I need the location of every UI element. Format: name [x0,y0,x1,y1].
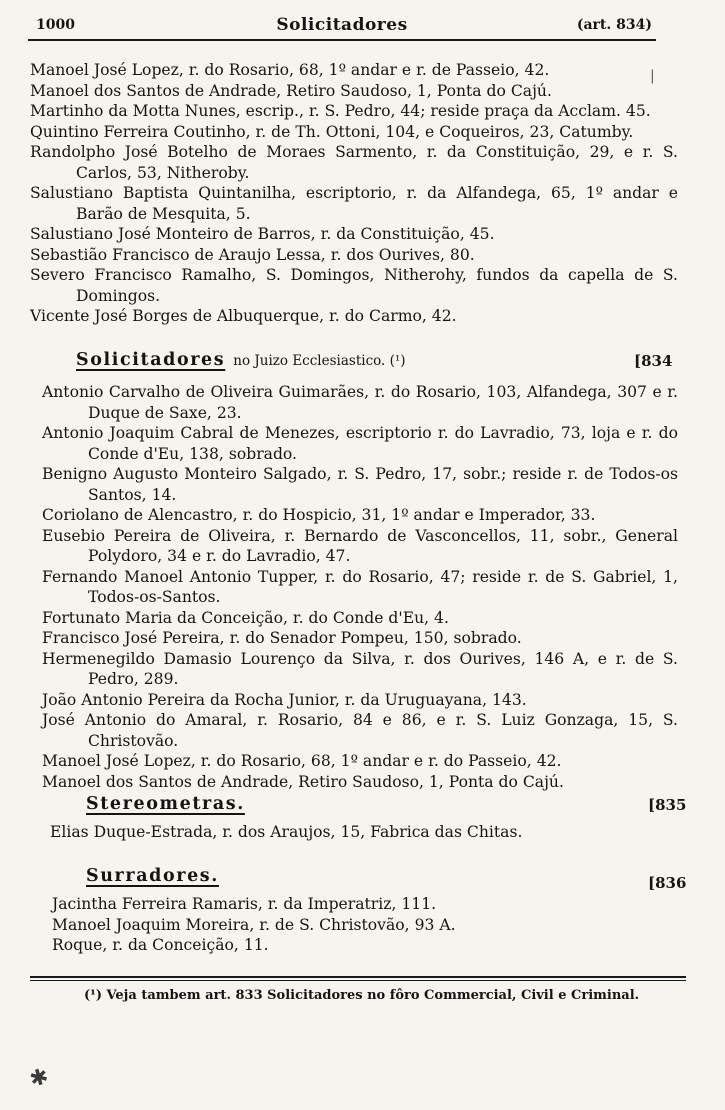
margin-mark: | [650,68,655,84]
section-title: Surradores. [86,866,219,886]
list-item: Martinho da Motta Nunes, escrip., r. S. Pedro, 44; reside praça da Acclam. 45. [30,102,651,120]
footnote: (¹) Veja tambem art. 833 Solicitadores no fôro Commercial, Civil e Criminal. [84,988,640,1003]
list-item: Manoel dos Santos de Andrade, Retiro Saudoso, 1, Ponta do Cajú. [42,772,564,791]
section-heading-834 [76,350,406,374]
entry-list-835 [50,822,678,843]
page-number: 1000 [36,17,75,33]
section-title: Stereometras. [86,794,245,814]
list-item: Manoel dos Santos de Andrade, Retiro Saudoso, 1, Ponta do Cajú. [30,81,552,100]
list-item: Eusebio Pereira de Oliveira, r. Bernardo de Vasconcellos, 11, sobr., General Polydoro, 34 e r. do Lavradio, 47. [42,526,678,565]
list-item: Quintino Ferreira Coutinho, r. de Th. Ottoni, 104, e Coqueiros, 23, Catumby. [30,122,634,141]
list-item: José Antonio do Amaral, r. Rosario, 84 e 86, e r. S. Luiz Gonzaga, 15, S. Christovão. [42,711,678,750]
section-heading-835 [86,794,245,818]
footer-rule-thin [30,980,686,981]
list-item: João Antonio Pereira da Rocha Junior, r. da Uruguayana, 143. [42,690,527,709]
list-item: Severo Francisco Ramalho, S. Domingos, Nitherohy, fundos da capella de S. Domingos. [30,266,678,305]
list-item: Randolpho José Botelho de Moraes Sarmento, r. da Constituição, 29, e r. S. Carlos, 53, Nitheroby. [30,143,678,182]
section-title: Solicitadores [76,350,226,370]
list-item: Manoel Joaquim Moreira, r. de S. Christovão, 93 A. [52,915,456,934]
section-number: [835 [648,796,687,814]
entry-list-top [30,60,678,327]
footer-rule [30,976,686,978]
entry-list-836 [52,894,678,956]
page-title: Solicitadores [276,15,408,35]
list-item: Manoel José Lopez, r. do Rosario, 68, 1º andar e r. de Passeio, 42. [30,61,550,79]
article-reference: (art. 834) [576,17,652,33]
list-item: Sebastião Francisco de Araujo Lessa, r. dos Ourives, 80. [30,245,475,264]
page-header [28,9,656,39]
entry-list-834 [42,382,678,792]
section-number: [836 [648,874,687,892]
list-item: Fernando Manoel Antonio Tupper, r. do Rosario, 47; reside r. de S. Gabriel, 1, Todos-os-Santos. [42,567,678,606]
list-item: Fortunato Maria da Conceição, r. do Conde d'Eu, 4. [42,608,449,627]
list-item: Jacintha Ferreira Ramaris, r. da Imperatriz, 111. [52,895,437,913]
section-number: [834 [634,352,673,370]
list-item: Elias Duque-Estrada, r. dos Araujos, 15, Fabrica das Chitas. [50,823,523,841]
list-item: Coriolano de Alencastro, r. do Hospicio, 31, 1º andar e Imperador, 33. [42,506,596,524]
list-item: Vicente José Borges de Albuquerque, r. do Carmo, 42. [30,307,457,325]
ink-blot-icon: ✱ [27,1064,52,1093]
list-item: Francisco José Pereira, r. do Senador Pompeu, 150, sobrado. [42,629,522,647]
list-item: Benigno Augusto Monteiro Salgado, r. S. Pedro, 17, sobr.; reside r. de Todos-os Santos, 14. [42,465,678,504]
list-item: Antonio Joaquim Cabral de Menezes, escriptorio r. do Lavradio, 73, loja e r. do Conde d'Eu, 138, sobrado. [42,424,678,463]
list-item: Salustiano José Monteiro de Barros, r. da Constituição, 45. [30,225,495,243]
section-subtitle: no Juizo Ecclesiastico. (¹) [233,353,406,369]
list-item: Hermenegildo Damasio Lourenço da Silva, r. dos Ourives, 146 A, e r. de S. Pedro, 289. [42,649,678,688]
list-item: Antonio Carvalho de Oliveira Guimarães, r. do Rosario, 103, Alfandega, 307 e r. Duque de Saxe, 23. [42,383,678,422]
list-item: Salustiano Baptista Quintanilha, escriptorio, r. da Alfandega, 65, 1º andar e Barão de Mesquita, 5. [30,184,678,223]
list-item: Manoel José Lopez, r. do Rosario, 68, 1º andar e r. do Passeio, 42. [42,752,562,770]
header-rule [28,39,656,41]
list-item: Roque, r. da Conceição, 11. [52,936,269,954]
section-heading-836 [86,866,219,890]
